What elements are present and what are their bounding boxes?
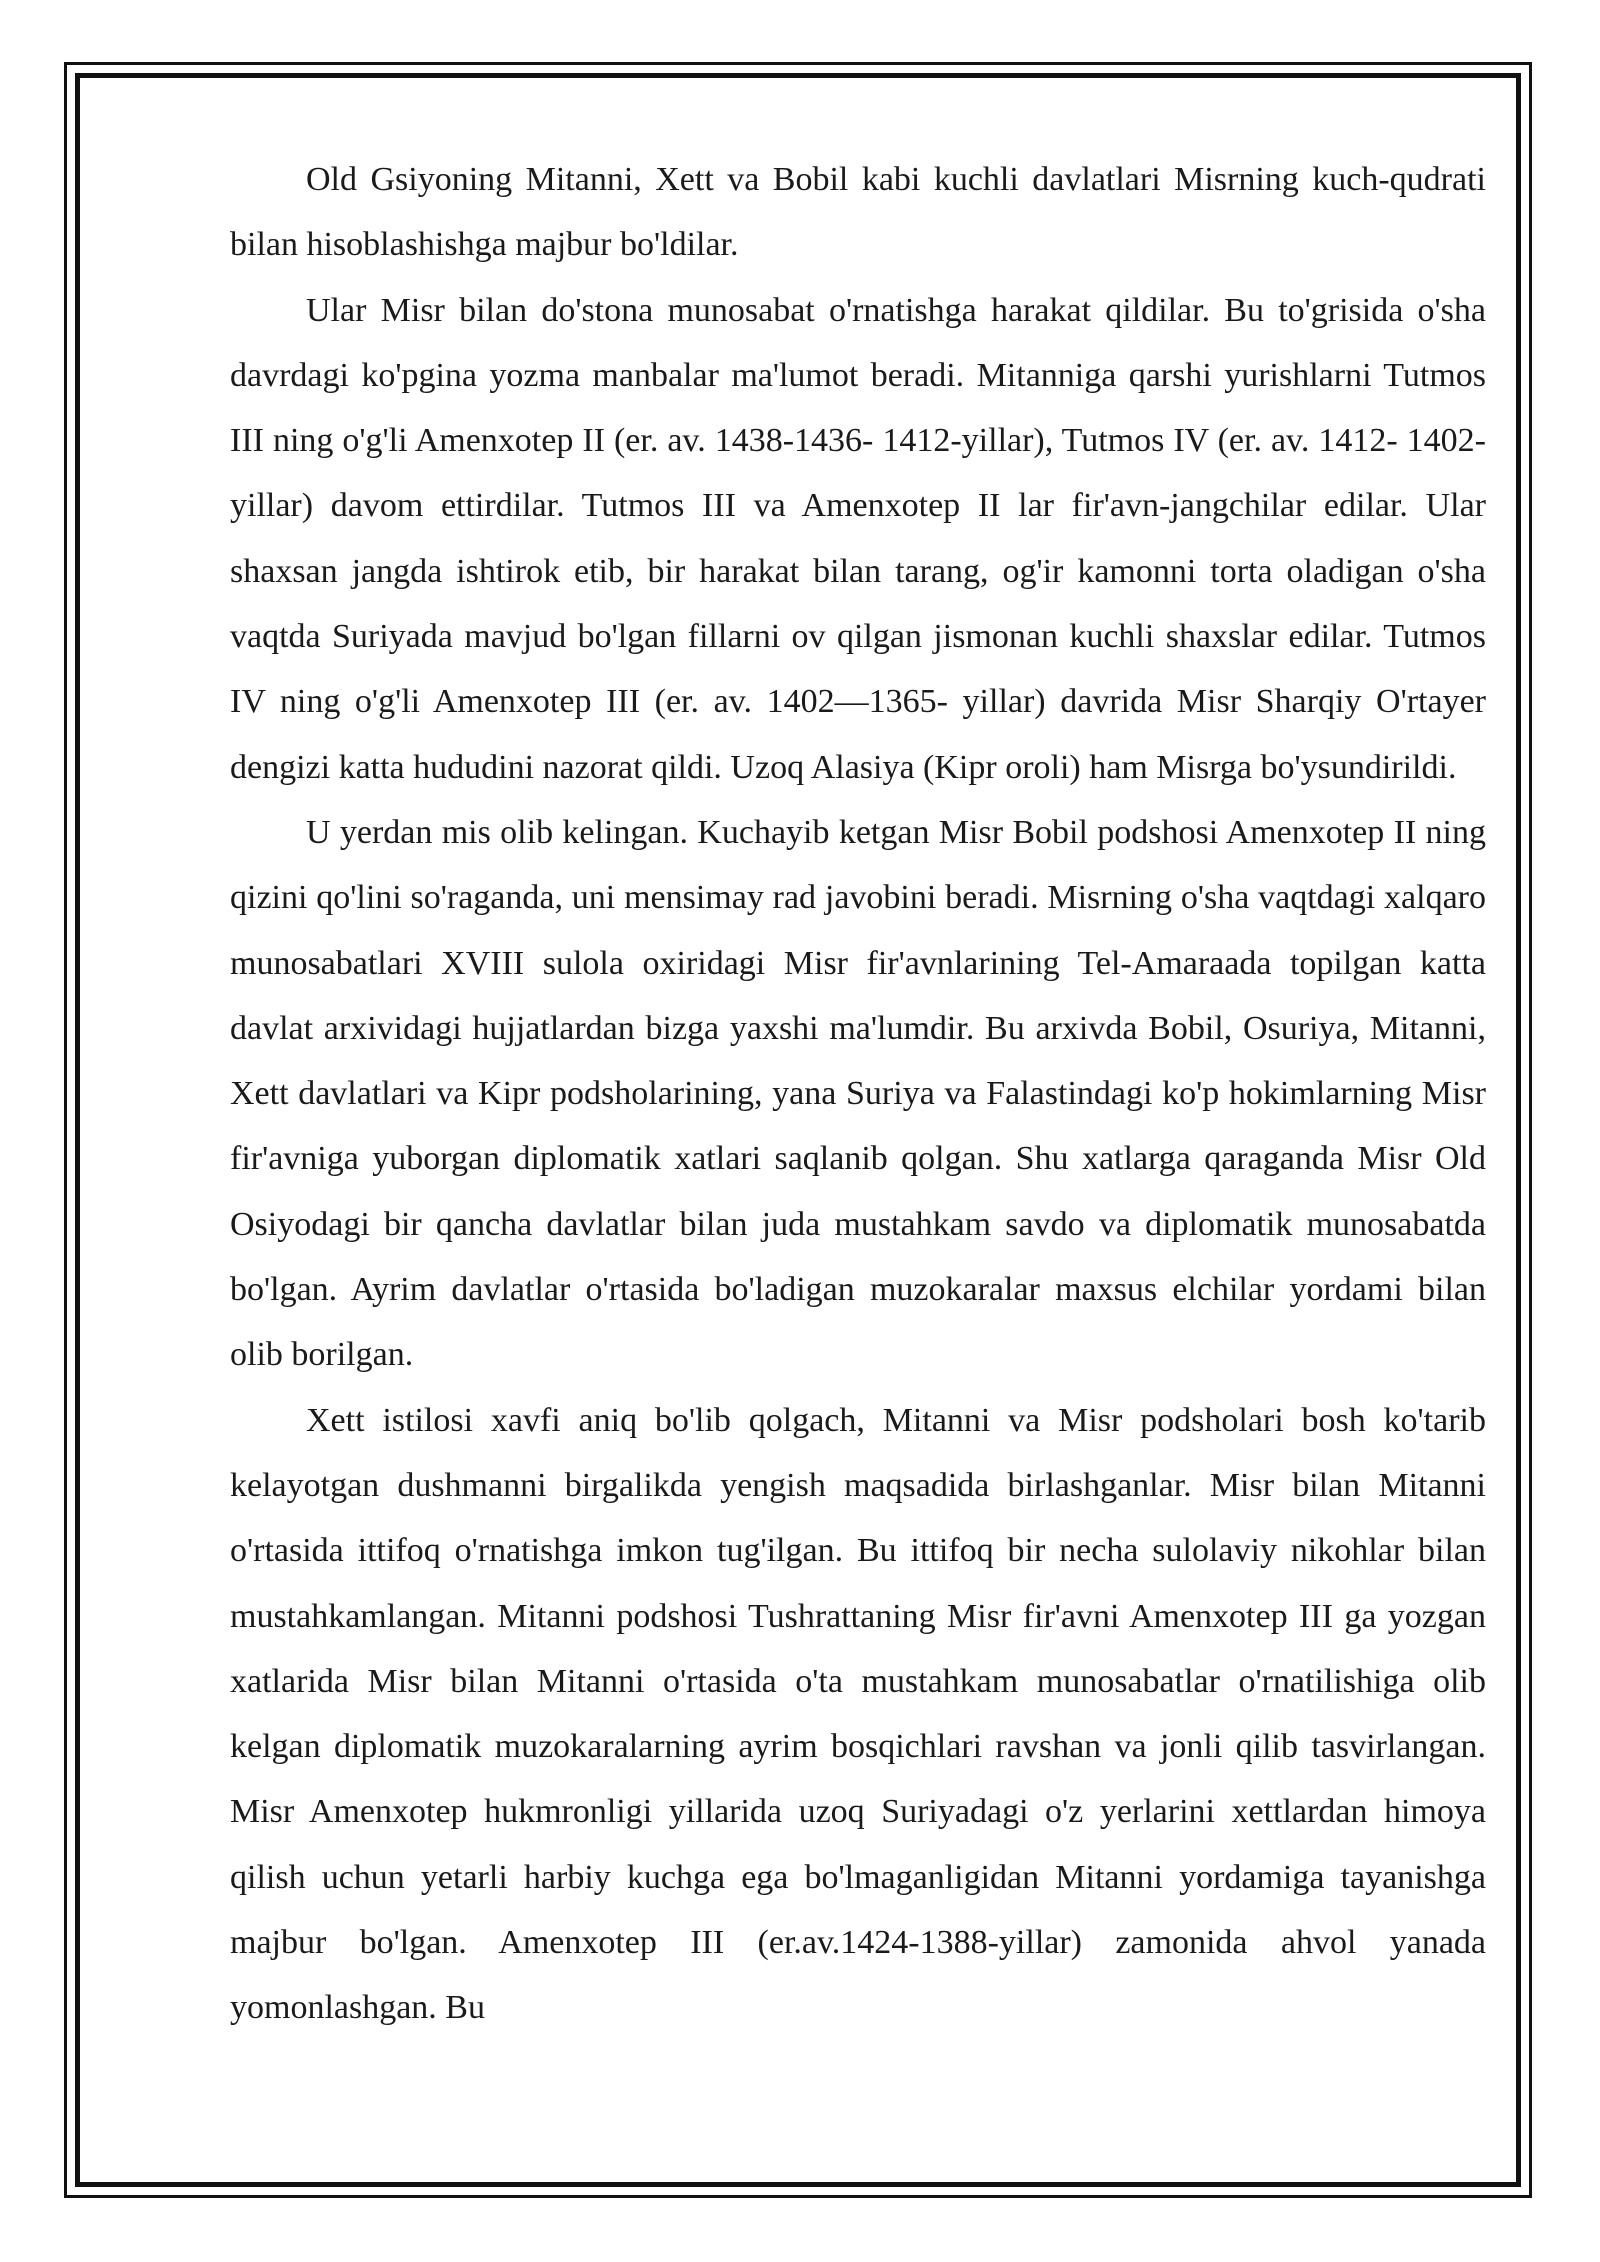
document-body (230, 147, 1486, 2041)
paragraph-2: Ular Misr bilan do'stona munosabat o'rnatishga harakat qildilar. Bu to'grisida o'sha davrdagi ko'pgina yozma manbalar ma'lumot beradi. Mitanniga qarshi yurishlarni Tutmos III ning o'g'li Amenxotep II (er. av. 1438-1436- 1412-yillar), Tutmos IV (er. av. 1412- 1402-yillar) davom ettirdilar. Tutmos III va Amenxotep II lar fir'avn-jangchilar edilar. Ular shaxsan jangda ishtirok etib, bir harakat bilan tarang, og'ir kamonni torta oladigan o'sha vaqtda Suriyada mavjud bo'lgan fillarni ov qilgan jismonan kuchli shaxslar edilar. Tutmos IV ning o'g'li Amenxotep III (er. av. 1402—1365- yillar) davrida Misr Sharqiy O'rtayer dengizi katta hududini nazorat qildi. Uzoq Alasiya (Kipr oroli) ham Misrga bo'ysundirildi. (230, 291, 1486, 786)
paragraph-3: U yerdan mis olib kelingan. Kuchayib ketgan Misr Bobil podshosi Amenxotep II ning qizini qo'lini so'raganda, uni mensimay rad javobini beradi. Misrning o'sha vaqtdagi xalqaro munosabatlari XVIII sulola oxiridagi Misr fir'avnlarining Tel-Amaraada topilgan katta davlat arxividagi hujjatlardan bizga yaxshi ma'lumdir. Bu arxivda Bobil, Osuriya, Mitanni, Xett davlatlari va Kipr podsholarining, yana Suriya va Falastindagi ko'p hokimlarning Misr fir'avniga yuborgan diplomatik xatlari saqlanib qolgan. Shu xatlarga qaraganda Misr Old Osiyodagi bir qancha davlatlar bilan juda mustahkam savdo va diplomatik munosabatda bo'lgan. Ayrim davlatlar o'rtasida bo'ladigan muzokaralar maxsus elchilar yordami bilan olib borilgan. (230, 813, 1486, 1374)
paragraph-1: Old Gsiyoning Mitanni, Xett va Bobil kabi kuchli davlatlari Misrning kuch-qudrati bilan hisoblashishga majbur bo'ldilar. (230, 161, 1486, 264)
paragraph-4: Xett istilosi xavfi aniq bo'lib qolgach, Mitanni va Misr podsholari bosh ko'tarib kelayotgan dushmanni birgalikda yengish maqsadida birlashganlar. Misr bilan Mitanni o'rtasida ittifoq o'rnatishga imkon tug'ilgan. Bu ittifoq bir necha sulolaviy nikohlar bilan mustahkamlangan. Mitanni podshosi Tushrattaning Misr fir'avni Amenxotep III ga yozgan xatlarida Misr bilan Mitanni o'rtasida o'ta mustahkam munosabatlar o'rnatilishiga olib kelgan diplomatik muzokaralarning ayrim bosqichlari ravshan va jonli qilib tasvirlangan. Misr Amenxotep hukmronligi yillarida uzoq Suriyadagi o'z yerlarini xettlardan himoya qilish uchun yetarli harbiy kuchga ega bo'lmaganligidan Mitanni yordamiga tayanishga majbur bo'lgan. Amenxotep III (er.av.1424-1388-yillar) zamonida ahvol yanada yomonlashgan. Bu (230, 1401, 1486, 2027)
